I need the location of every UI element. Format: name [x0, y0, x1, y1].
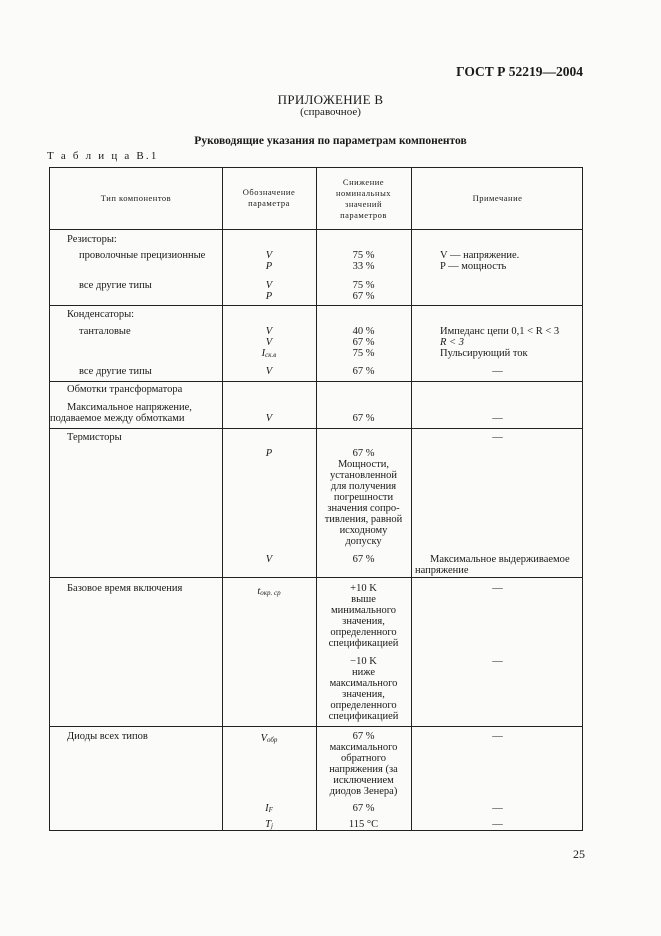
standard-number: ГОСТ Р 52219—2004 [456, 64, 583, 79]
row-divider [50, 229, 582, 230]
appendix-type: (справочное) [300, 106, 361, 118]
row-divider [50, 305, 582, 306]
table-caption: Т а б л и ц а В.1 [47, 150, 159, 162]
derating-description: максимального обратного напряжения (за исключением диодов Зенера) [329, 742, 398, 797]
param-i-f: $I_F$ [265, 803, 273, 814]
param-v: V [265, 554, 273, 565]
row-max-voltage: Максимальное напряжение, [67, 402, 192, 413]
note-dash: — [492, 731, 503, 742]
note-dash: — [492, 819, 503, 830]
note-text: Максимальное выдерживаемое [430, 554, 570, 565]
derating-value: 33 % [352, 261, 375, 272]
row-wire-precision: проволочные прецизионные [79, 250, 206, 261]
param-p: P [265, 448, 273, 459]
components-table [49, 167, 583, 831]
note-text: Пульсирующий ток [440, 348, 528, 359]
derating-value: −10 K [350, 656, 377, 667]
param-p: P [265, 261, 273, 272]
row-divider [50, 381, 582, 382]
derating-value: 67 % [352, 554, 375, 565]
note-text: V — напряжение. [440, 250, 520, 261]
derating-value: 67 % [352, 366, 375, 377]
derating-value: 115 °С [348, 819, 379, 830]
derating-description: ниже максимального значения, определенного спецификацией [328, 667, 399, 722]
derating-value: 75 % [352, 280, 375, 291]
row-capacitors: Конденсаторы: [67, 309, 135, 320]
col-header-derating: Снижение номинальных значений параметров [335, 177, 392, 220]
row-diodes: Диоды всех типов [67, 731, 148, 742]
derating-value: 67 % [352, 803, 375, 814]
note-dash: — [492, 413, 503, 424]
note-text: R < 3 [440, 337, 464, 348]
row-divider [50, 577, 582, 578]
derating-value: 67 % [352, 731, 375, 742]
note-dash: — [492, 803, 503, 814]
row-transformer: Обмотки трансформатора [67, 384, 183, 395]
note-dash: — [492, 432, 503, 443]
note-text: напряжение [415, 565, 469, 576]
note-dash: — [492, 583, 503, 594]
param-v: V [265, 337, 273, 348]
param-i-skv: $I_{ск.в}$ [261, 348, 277, 359]
param-t-j: $T_j$ [265, 819, 273, 830]
derating-value: 67 % [352, 413, 375, 424]
appendix-title: ПРИЛОЖЕНИЕ В [277, 92, 384, 107]
row-tantalum: танталовые [79, 326, 131, 337]
param-v-obr: $V_{обр}$ [260, 733, 278, 744]
param-v: V [265, 413, 273, 424]
derating-value: 67 % [352, 448, 375, 459]
col-header-type: Тип компонентов [100, 193, 172, 203]
derating-value: 40 % [352, 326, 375, 337]
derating-value: 67 % [352, 337, 375, 348]
param-p: P [265, 291, 273, 302]
row-thermistors: Термисторы [67, 432, 122, 443]
note-dash: — [492, 656, 503, 667]
col-header-note: Примечание [472, 193, 523, 203]
row-base-time: Базовое время включения [67, 583, 183, 594]
section-heading: Руководящие указания по параметрам компонентов [194, 135, 467, 147]
row-all-other: все другие типы [79, 280, 152, 291]
derating-description: Мощности, установленной для получения погрешности значения сопро- тивления, равной исходному допуску [324, 459, 403, 547]
param-v: V [265, 280, 273, 291]
row-all-other: все другие типы [79, 366, 152, 377]
note-dash: — [492, 366, 503, 377]
derating-value: +10 K [350, 583, 377, 594]
note-text: P — мощность [440, 261, 507, 272]
derating-value: 67 % [352, 291, 375, 302]
param-t-okr: $t_{окр. ср}$ [257, 586, 281, 597]
derating-description: выше минимального значения, определенного спецификацией [328, 594, 399, 649]
param-v: V [265, 366, 273, 377]
derating-value: 75 % [352, 250, 375, 261]
note-text: Импеданс цепи 0,1 < R < 3 [440, 326, 560, 337]
param-v: V [265, 250, 273, 261]
param-v: V [265, 326, 273, 337]
row-max-voltage-cont: подаваемое между обмотками [50, 413, 185, 424]
page-number: 25 [573, 847, 585, 861]
col-header-param: Обозначение параметра [242, 187, 296, 208]
row-divider [50, 428, 582, 429]
row-resistors: Резисторы: [67, 234, 117, 245]
derating-value: 75 % [352, 348, 375, 359]
row-divider [50, 726, 582, 727]
